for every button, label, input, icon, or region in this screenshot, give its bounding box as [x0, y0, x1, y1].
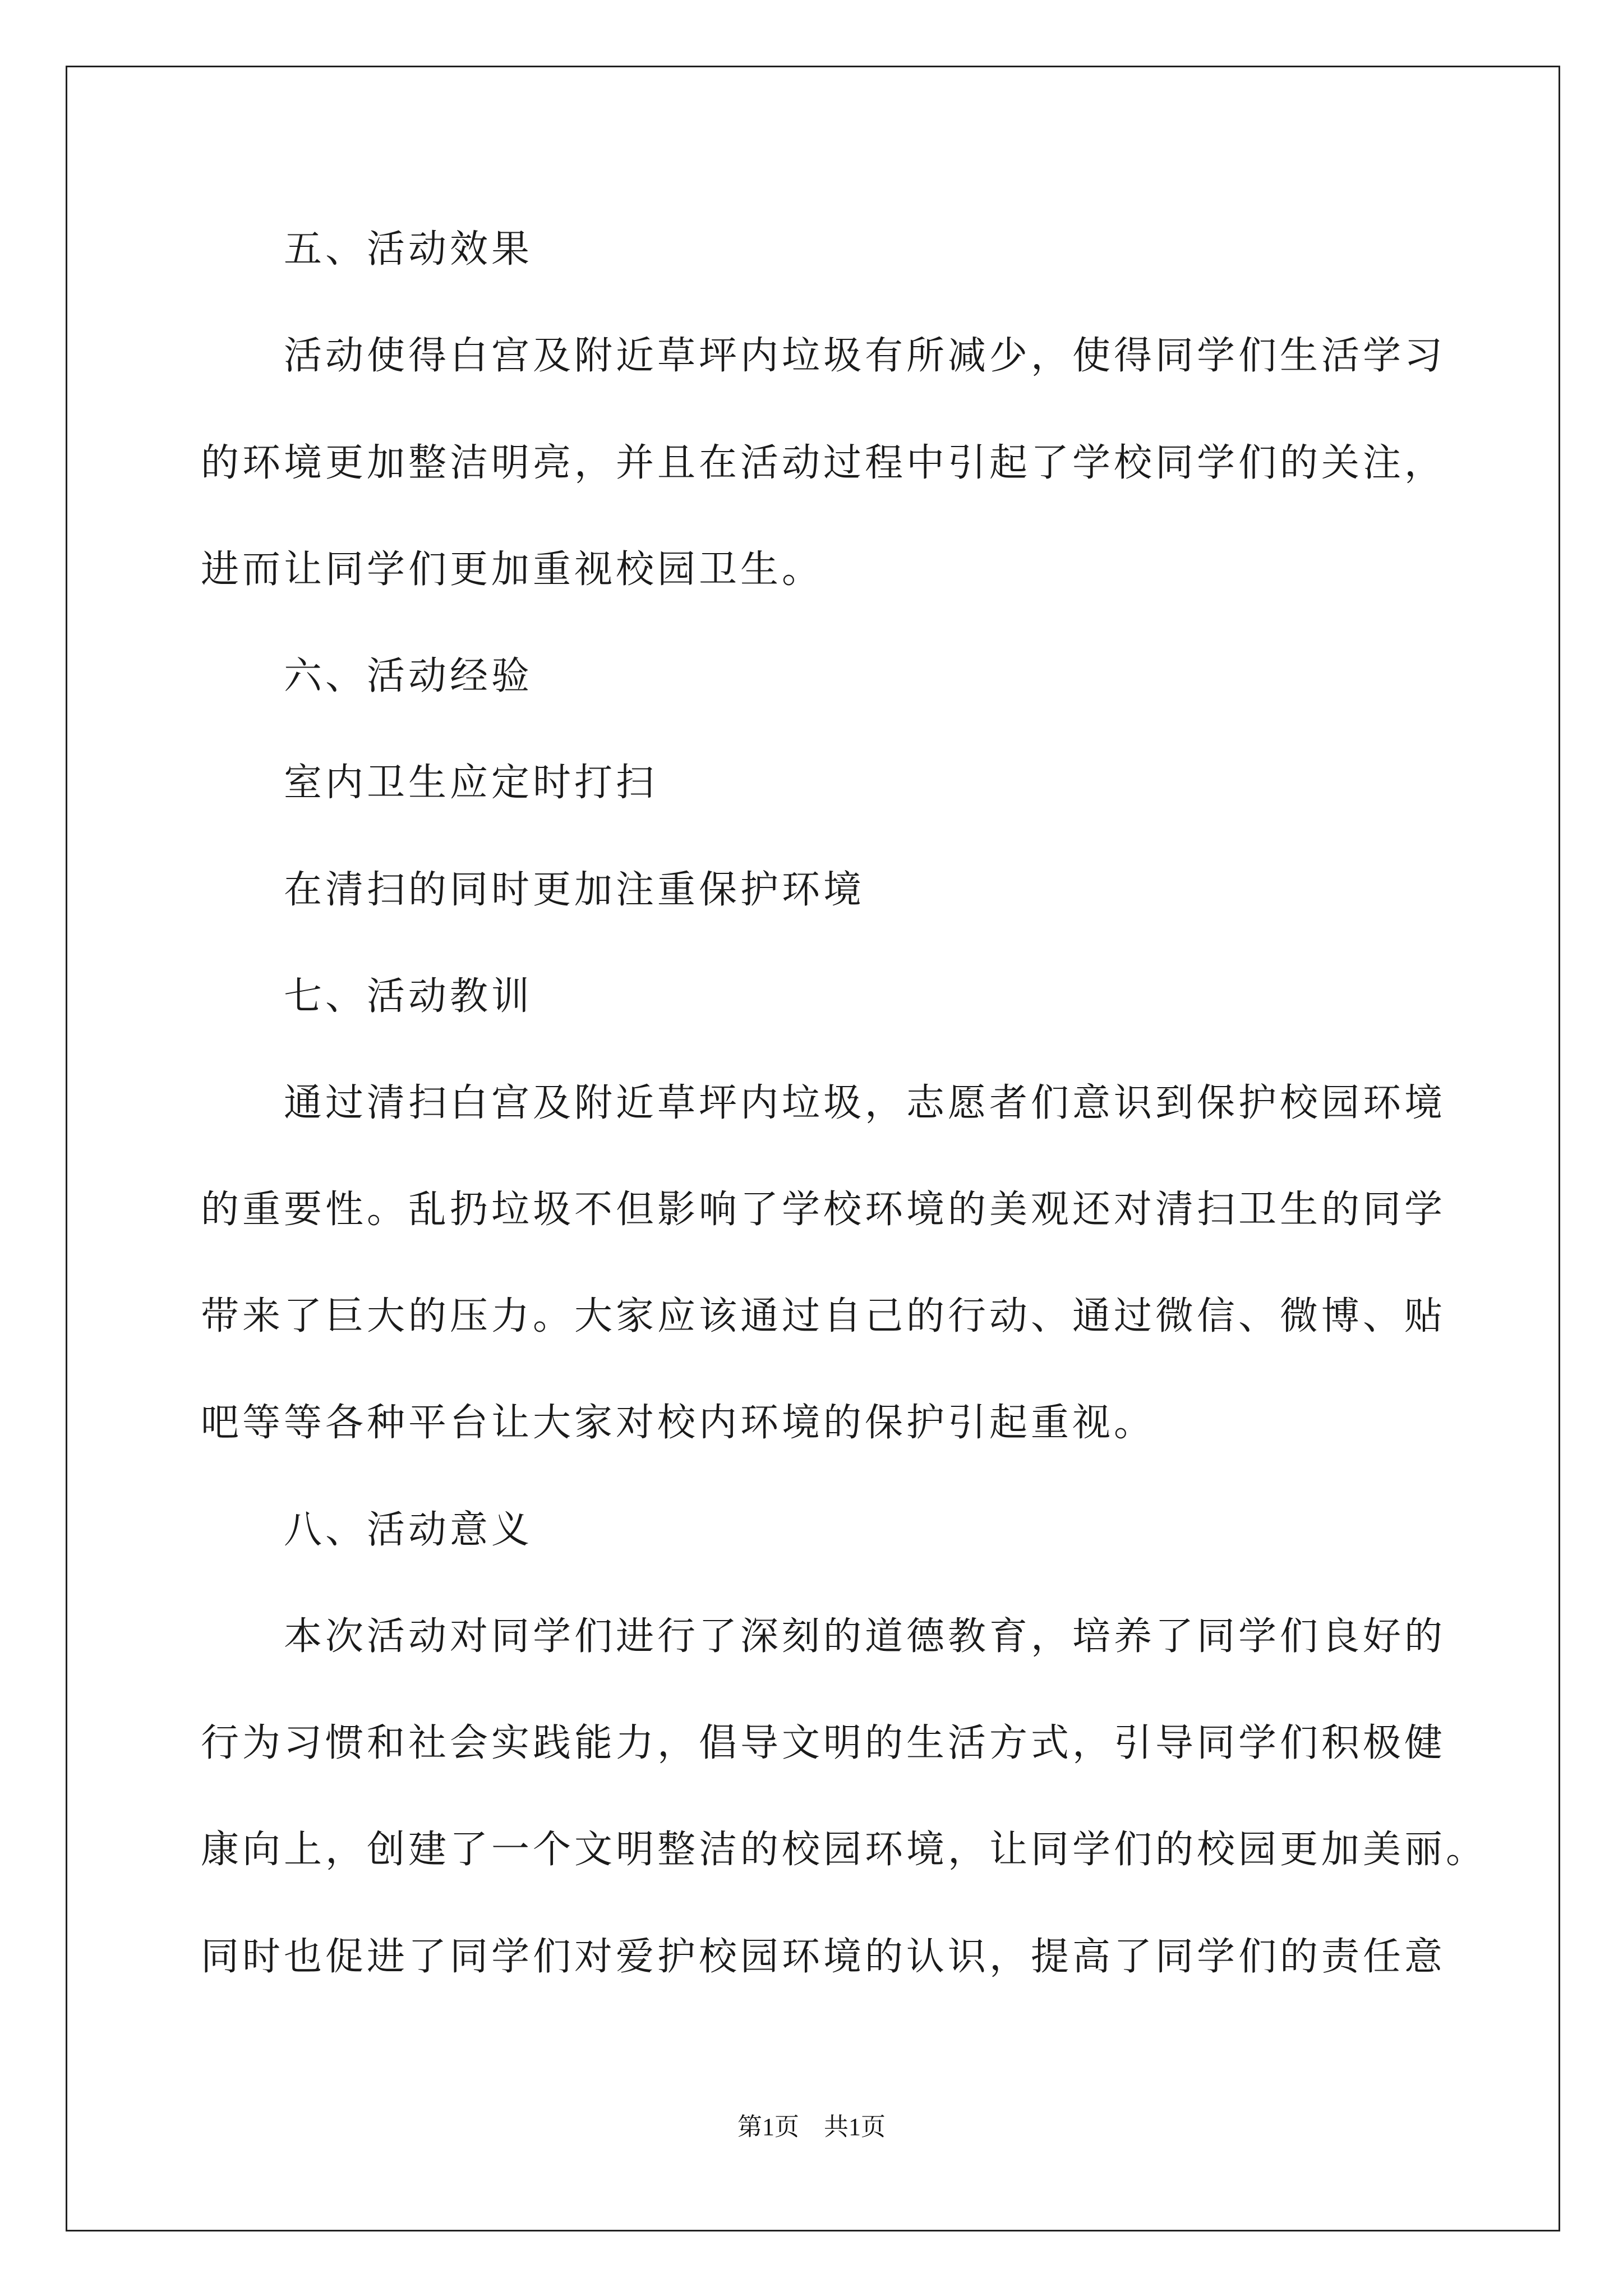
paragraph-line: 同时也促进了同学们对爱护校园环境的认识，提高了同学们的责任意	[201, 1935, 1446, 1979]
paragraph-line: 进而让同学们更加重视校园卫生。	[201, 547, 824, 592]
heading-activity-effect: 五、活动效果	[284, 227, 533, 272]
paragraph-line: 通过清扫白宫及附近草坪内垃圾，志愿者们意识到保护校园环境	[284, 1081, 1446, 1125]
paragraph-line: 室内卫生应定时打扫	[284, 761, 658, 805]
paragraph-line: 行为习惯和社会实践能力，倡导文明的生活方式，引导同学们积极健	[201, 1721, 1446, 1765]
heading-activity-meaning: 八、活动意义	[284, 1508, 533, 1552]
paragraph-line: 活动使得白宫及附近草坪内垃圾有所减少，使得同学们生活学习	[284, 334, 1446, 378]
heading-activity-experience: 六、活动经验	[284, 654, 533, 698]
heading-activity-lessons: 七、活动教训	[284, 974, 533, 1019]
paragraph-line: 的环境更加整洁明亮，并且在活动过程中引起了学校同学们的关注，	[201, 441, 1446, 485]
paragraph-line: 吧等等各种平台让大家对校内环境的保护引起重视。	[201, 1401, 1156, 1445]
page-border	[66, 66, 1560, 2231]
paragraph-line: 在清扫的同时更加注重保护环境	[284, 868, 865, 912]
paragraph-line: 的重要性。乱扔垃圾不但影响了学校环境的美观还对清扫卫生的同学	[201, 1188, 1446, 1232]
paragraph-line: 康向上，创建了一个文明整洁的校园环境，让同学们的校园更加美丽。	[201, 1828, 1488, 1872]
page-number-footer: 第1页 共1页	[737, 2113, 886, 2141]
paragraph-line: 本次活动对同学们进行了深刻的道德教育，培养了同学们良好的	[284, 1614, 1446, 1659]
paragraph-line: 带来了巨大的压力。大家应该通过自己的行动、通过微信、微博、贴	[201, 1294, 1446, 1338]
